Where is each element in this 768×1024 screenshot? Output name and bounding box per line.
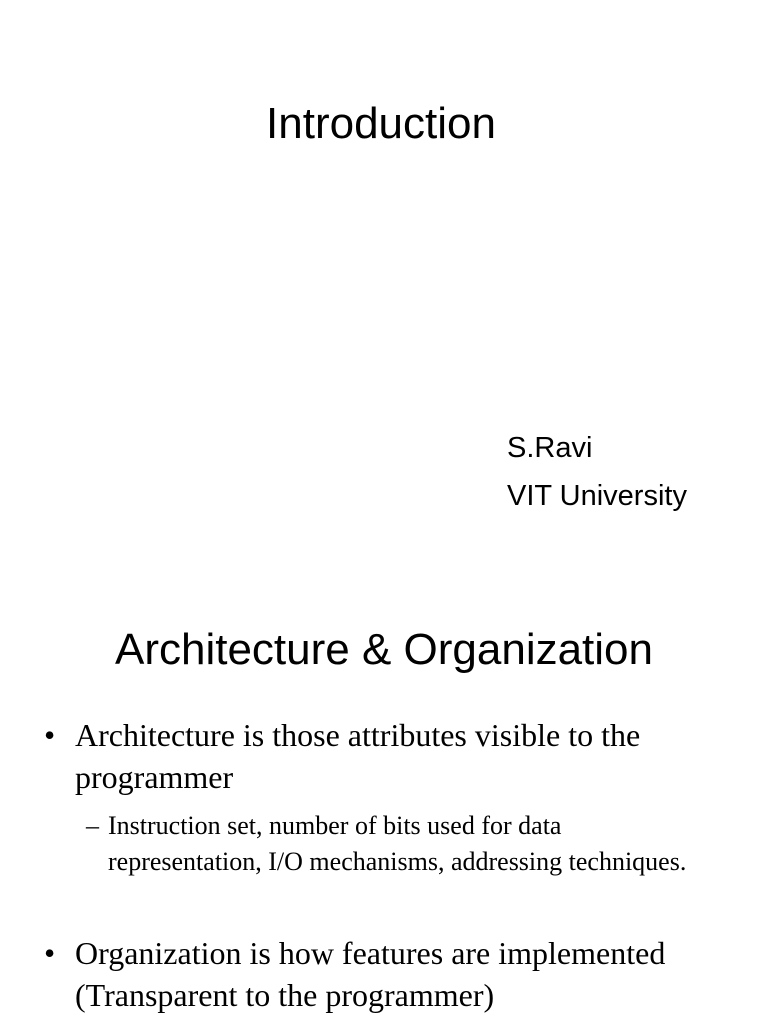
author-block <box>507 424 687 520</box>
bullet-list <box>0 714 768 1016</box>
bullet-item: • Architecture is those attributes visible to the programmer <box>0 714 768 798</box>
sub-bullet-item: – Instruction set, number of bits used for data representation, I/O mechanisms, addressing techniques. <box>0 808 768 880</box>
bullet-item: • Organization is how features are implemented (Transparent to the programmer) <box>0 932 768 1016</box>
slide-architecture-organization <box>0 576 768 1024</box>
slide-title: Introduction <box>266 99 496 148</box>
author-name: S.Ravi <box>507 432 593 464</box>
author-affiliation: VIT University <box>507 480 687 512</box>
slide-title: Architecture & Organization <box>114 625 654 674</box>
